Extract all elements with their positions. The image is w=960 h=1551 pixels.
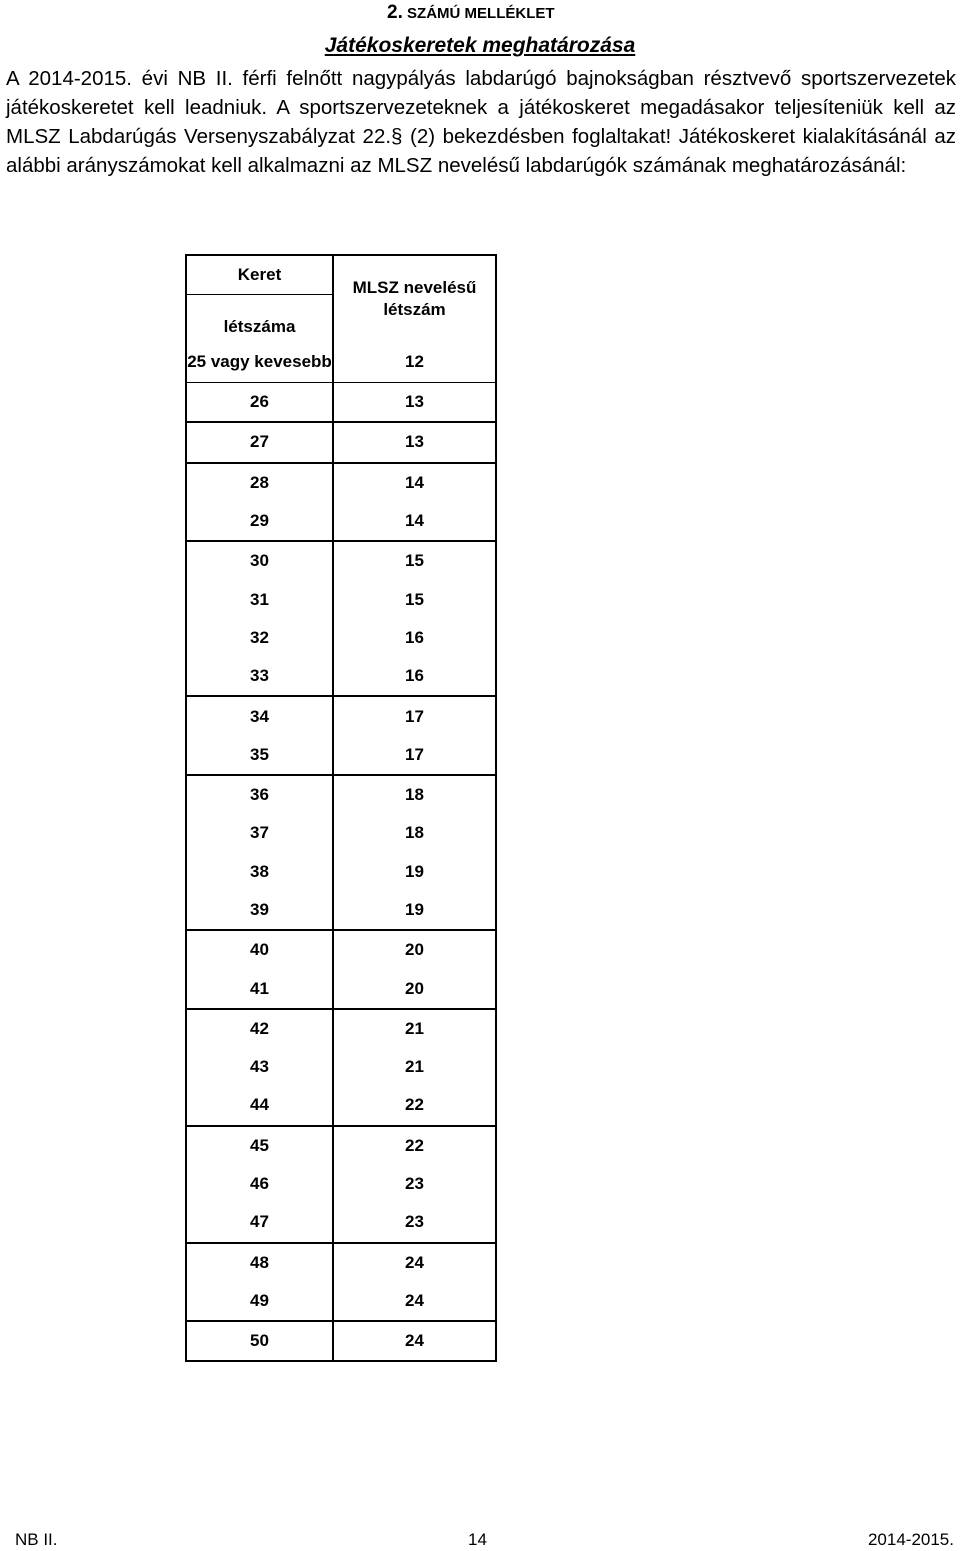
- keret-cell: 38: [186, 853, 333, 891]
- ratio-table: [185, 254, 497, 1362]
- table-row: [186, 580, 496, 618]
- keret-cell: 35: [186, 736, 333, 775]
- mlsz-cell: 16: [333, 657, 496, 696]
- annex-number: 2.: [387, 2, 403, 23]
- annex-label: SZÁMÚ MELLÉKLET: [407, 5, 555, 22]
- keret-cell: 31: [186, 580, 333, 618]
- table-row: [186, 502, 496, 541]
- mlsz-cell: 18: [405, 823, 424, 843]
- table-row: [186, 1048, 496, 1086]
- annex-heading: [387, 2, 555, 24]
- mlsz-cell: 12: [333, 341, 496, 383]
- keret-cell: 46: [186, 1165, 333, 1203]
- mlsz-cell: 21: [405, 1018, 424, 1038]
- table-row: [186, 422, 496, 462]
- table-header-row: [186, 255, 496, 295]
- table-row: [186, 1126, 496, 1165]
- mlsz-cell: 13: [333, 422, 496, 462]
- table-row: [186, 463, 496, 502]
- keret-cell: 26: [186, 383, 333, 423]
- mlsz-cell: 21: [405, 1057, 424, 1077]
- page-footer: [0, 1530, 960, 1550]
- mlsz-cell: 19: [333, 891, 496, 930]
- keret-cell: 37: [186, 814, 333, 852]
- footer-left: NB II.: [15, 1530, 58, 1549]
- keret-cell: 44: [186, 1086, 333, 1125]
- keret-cell: 30: [186, 541, 333, 580]
- keret-cell: 29: [186, 502, 333, 541]
- mlsz-cell: 15: [405, 551, 424, 571]
- footer-page-number: 14: [468, 1530, 487, 1549]
- table-row: [186, 696, 496, 735]
- table-row: [186, 1203, 496, 1242]
- table-row: [186, 1086, 496, 1125]
- keret-cell: 34: [186, 696, 333, 735]
- mlsz-cell: 14: [333, 502, 496, 541]
- mlsz-cell: 22: [405, 1135, 424, 1155]
- mlsz-cell: 24: [405, 1252, 424, 1272]
- keret-cell: 47: [186, 1203, 333, 1242]
- col1-header-keret: Keret: [186, 255, 333, 295]
- table-row: [186, 657, 496, 696]
- table-row: [186, 969, 496, 1008]
- table-row: [186, 1321, 496, 1361]
- col2-header: MLSZ nevelésű létszám: [352, 277, 477, 319]
- mlsz-cell: 14: [405, 472, 424, 492]
- keret-cell: 40: [186, 930, 333, 969]
- keret-cell: 39: [186, 891, 333, 930]
- mlsz-cell: 24: [405, 1331, 424, 1351]
- mlsz-cell: 23: [405, 1174, 424, 1194]
- keret-cell: 43: [186, 1048, 333, 1086]
- table-row: [186, 1009, 496, 1048]
- mlsz-cell: 22: [333, 1086, 496, 1125]
- mlsz-cell: 13: [333, 383, 496, 423]
- table-row: [186, 1243, 496, 1282]
- keret-cell: 33: [186, 657, 333, 696]
- mlsz-cell: 16: [405, 627, 424, 647]
- keret-cell: 45: [186, 1126, 333, 1165]
- table-row: [186, 383, 496, 423]
- mlsz-cell: 24: [333, 1282, 496, 1321]
- keret-cell: 48: [186, 1243, 333, 1282]
- col1-header-letszama: létszáma: [186, 295, 333, 342]
- footer-right: 2014-2015.: [867, 1530, 954, 1549]
- table-row: [186, 891, 496, 930]
- table-row: [186, 1282, 496, 1321]
- table-row: [186, 619, 496, 657]
- table-row: [186, 930, 496, 969]
- mlsz-cell: 23: [333, 1203, 496, 1242]
- keret-cell: 28: [186, 463, 333, 502]
- keret-cell: 42: [186, 1009, 333, 1048]
- table-row: [186, 541, 496, 580]
- page-title: Játékoskeretek meghatározása: [324, 34, 636, 57]
- keret-cell: 49: [186, 1282, 333, 1321]
- keret-cell: 25 vagy kevesebb: [186, 341, 333, 383]
- mlsz-cell: 19: [405, 861, 424, 881]
- mlsz-cell: 20: [333, 969, 496, 1008]
- keret-cell: 36: [186, 775, 333, 814]
- mlsz-cell: 17: [405, 706, 424, 726]
- mlsz-cell: 18: [405, 785, 424, 805]
- intro-paragraph: A 2014-2015. évi NB II. férfi felnőtt nagypályás labdarúgó bajnokságban résztvevő sportszervezetek játékoskeretet kell leadniuk. A sportszervezeteknek a játékoskeret megadásakor teljesíteniük kell az MLSZ Labdarúgás Versenyszabályzat 22.§ (2) bekezdésben foglaltakat! Játékoskeret kialakításánál az alábbi arányszámokat kell alkalmazni az MLSZ nevelésű labdarúgók számának meghatározásánál:: [6, 67, 956, 177]
- table-row: [186, 775, 496, 814]
- table-row: [186, 736, 496, 775]
- keret-cell: 41: [186, 969, 333, 1008]
- table-row: [186, 1165, 496, 1203]
- table-row: [186, 853, 496, 891]
- mlsz-cell: 17: [333, 736, 496, 775]
- mlsz-cell: 15: [405, 589, 424, 609]
- keret-cell: 32: [186, 619, 333, 657]
- table-row: [186, 341, 496, 383]
- keret-cell: 27: [186, 422, 333, 462]
- mlsz-cell: 20: [405, 940, 424, 960]
- table-row: [186, 814, 496, 852]
- keret-cell: 50: [186, 1321, 333, 1361]
